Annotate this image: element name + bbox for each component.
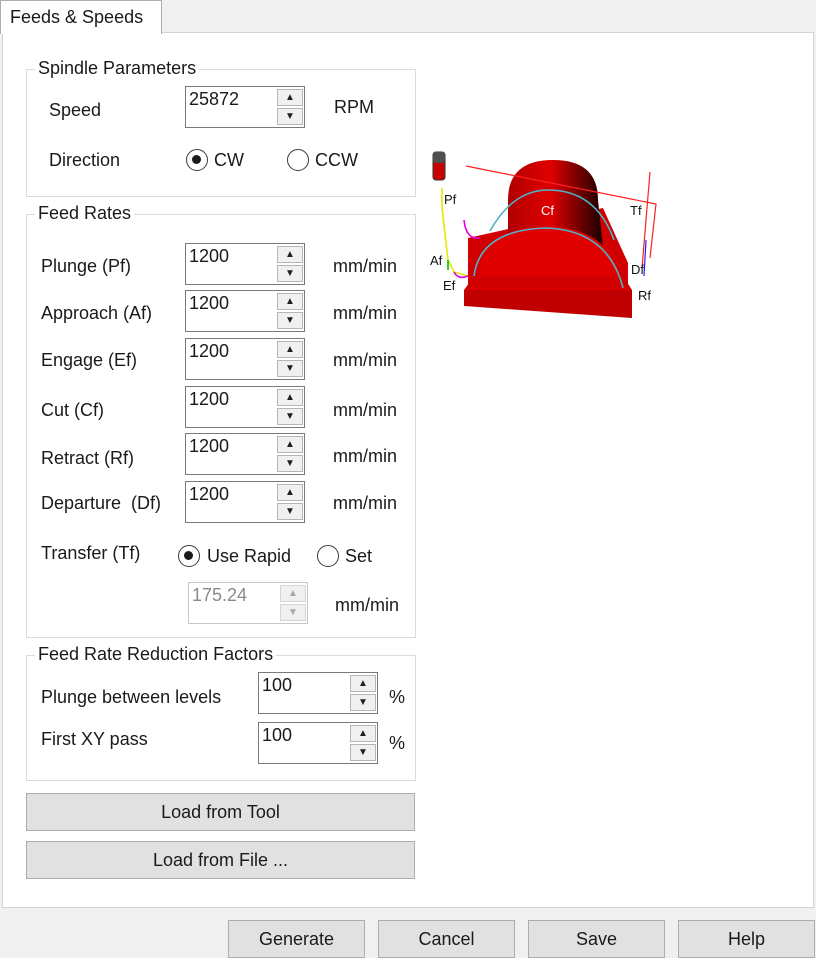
speed-unit: RPM xyxy=(334,97,374,117)
approach-down-arrow-icon[interactable]: ▼ xyxy=(277,312,303,329)
direction-label: Direction xyxy=(49,150,121,170)
help-button[interactable]: Help xyxy=(678,920,815,958)
reduction-row-unit: % xyxy=(389,687,406,707)
tab-label: Feeds & Speeds xyxy=(10,7,144,27)
retract-up-arrow-icon[interactable]: ▲ xyxy=(277,436,303,453)
speed-value[interactable]: 25872 xyxy=(189,89,240,109)
speed-label: Speed xyxy=(49,100,102,120)
save-button[interactable]: Save xyxy=(528,920,665,958)
reduction-row-unit: % xyxy=(389,733,406,753)
cut-up-arrow-icon[interactable]: ▲ xyxy=(277,389,303,406)
use-rapid-radio[interactable] xyxy=(178,545,200,567)
speed-spinbox[interactable] xyxy=(185,86,305,128)
engage-value[interactable]: 1200 xyxy=(189,341,230,361)
set-radio[interactable] xyxy=(317,545,339,567)
rf-label: Rf xyxy=(638,288,651,303)
transfer-label: Transfer (Tf) xyxy=(41,543,141,563)
first-xy-spinbox[interactable] xyxy=(258,722,378,764)
spindle-group-title: Spindle Parameters xyxy=(35,58,199,79)
feed-row-unit: mm/min xyxy=(333,256,397,276)
approach-value[interactable]: 1200 xyxy=(189,293,230,313)
feed-row-label: Plunge (Pf) xyxy=(41,256,132,276)
first-xy-value[interactable]: 100 xyxy=(262,725,293,745)
plunge-down-arrow-icon[interactable]: ▼ xyxy=(277,265,303,282)
load-from-file-button[interactable]: Load from File ... xyxy=(26,841,415,879)
feed-row-unit: mm/min xyxy=(333,400,397,420)
cut-value[interactable]: 1200 xyxy=(189,389,230,409)
feed-row-label: Departure (Df) xyxy=(41,493,162,513)
departure-down-arrow-icon[interactable]: ▼ xyxy=(277,503,303,520)
reduction-title: Feed Rate Reduction Factors xyxy=(35,644,276,665)
transfer-spinbox xyxy=(188,582,308,624)
cancel-button[interactable]: Cancel xyxy=(378,920,515,958)
ccw-radio[interactable] xyxy=(287,149,309,171)
plunge-levels-up-arrow-icon[interactable]: ▲ xyxy=(350,675,376,692)
cw-radio[interactable] xyxy=(186,149,208,171)
plunge-levels-spinbox[interactable] xyxy=(258,672,378,714)
retract-down-arrow-icon[interactable]: ▼ xyxy=(277,455,303,472)
plunge-levels-value[interactable]: 100 xyxy=(262,675,293,695)
tab-feeds-speeds[interactable] xyxy=(0,0,162,34)
transfer-down-arrow-icon: ▼ xyxy=(280,604,306,621)
feed-row-label: Retract (Rf) xyxy=(41,448,135,468)
speed-up-arrow-icon[interactable]: ▲ xyxy=(277,89,303,106)
feeds-preview-diagram xyxy=(428,148,660,328)
plunge-up-arrow-icon[interactable]: ▲ xyxy=(277,246,303,263)
cw-label[interactable]: CW xyxy=(214,150,244,170)
df-label: Df xyxy=(631,262,644,277)
feed-row-unit: mm/min xyxy=(333,493,397,513)
plunge-spinbox[interactable] xyxy=(185,243,305,285)
departure-spinbox[interactable] xyxy=(185,481,305,523)
engage-up-arrow-icon[interactable]: ▲ xyxy=(277,341,303,358)
generate-button[interactable]: Generate xyxy=(228,920,365,958)
set-label[interactable]: Set xyxy=(345,546,373,566)
pf-label: Pf xyxy=(444,192,457,207)
af-label: Af xyxy=(430,253,443,268)
ccw-label[interactable]: CCW xyxy=(315,150,358,170)
engage-spinbox[interactable] xyxy=(185,338,305,380)
transfer-value: 175.24 xyxy=(192,585,248,605)
plunge-value[interactable]: 1200 xyxy=(189,246,230,266)
reduction-row-label: Plunge between levels xyxy=(41,687,222,707)
retract-value[interactable]: 1200 xyxy=(189,436,230,456)
ef-label: Ef xyxy=(443,278,456,293)
tf-label: Tf xyxy=(630,203,642,218)
retract-spinbox[interactable] xyxy=(185,433,305,475)
feed-row-unit: mm/min xyxy=(333,350,397,370)
feed-row-unit: mm/min xyxy=(333,446,397,466)
engage-down-arrow-icon[interactable]: ▼ xyxy=(277,360,303,377)
first-xy-up-arrow-icon[interactable]: ▲ xyxy=(350,725,376,742)
feed-row-label: Cut (Cf) xyxy=(41,400,104,420)
departure-up-arrow-icon[interactable]: ▲ xyxy=(277,484,303,501)
cut-spinbox[interactable] xyxy=(185,386,305,428)
feed-row-label: Engage (Ef) xyxy=(41,350,138,370)
milling-tool-icon xyxy=(433,152,445,180)
transfer-unit: mm/min xyxy=(335,595,399,615)
feed-row-label: Approach (Af) xyxy=(41,303,153,323)
approach-up-arrow-icon[interactable]: ▲ xyxy=(277,293,303,310)
approach-spinbox[interactable] xyxy=(185,290,305,332)
reduction-row-label: First XY pass xyxy=(41,729,148,749)
use-rapid-label[interactable]: Use Rapid xyxy=(207,546,292,566)
transfer-up-arrow-icon: ▲ xyxy=(280,585,306,602)
feed-row-unit: mm/min xyxy=(333,303,397,323)
plunge-levels-down-arrow-icon[interactable]: ▼ xyxy=(350,694,376,711)
cut-down-arrow-icon[interactable]: ▼ xyxy=(277,408,303,425)
departure-value[interactable]: 1200 xyxy=(189,484,230,504)
cf-label: Cf xyxy=(541,203,554,218)
first-xy-down-arrow-icon[interactable]: ▼ xyxy=(350,744,376,761)
load-from-tool-button[interactable]: Load from Tool xyxy=(26,793,415,831)
feed-rates-title: Feed Rates xyxy=(35,203,134,224)
speed-down-arrow-icon[interactable]: ▼ xyxy=(277,108,303,125)
